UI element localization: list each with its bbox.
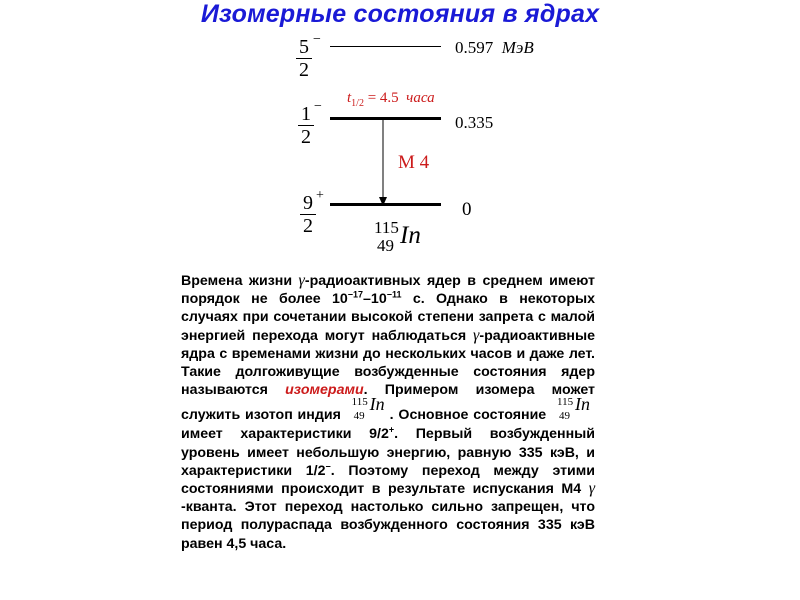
level-parity: − (314, 99, 322, 114)
level-spin-1-2: 1 2 (296, 103, 316, 148)
level-parity: − (313, 32, 321, 47)
gamma-symbol: γ (298, 272, 305, 289)
level-spin-5-2: 5 2 (294, 36, 314, 81)
inline-nuclide: 115 49 In (557, 394, 590, 423)
gamma-symbol: γ (473, 326, 480, 344)
nuclide-mass: 115 (374, 218, 399, 237)
energy-label: 0.597 МэВ (455, 38, 534, 57)
gamma-symbol: γ (588, 480, 595, 498)
level-parity: + (316, 188, 324, 203)
energy-label: 0.335 (455, 113, 494, 132)
half-life-label: $t_{1/2} = 4.5$ часа (347, 90, 435, 109)
nuclide-symbol: In (400, 222, 421, 249)
energy-level-line (330, 203, 441, 206)
inline-nuclide: 115 49 In (351, 394, 385, 423)
transition-arrow (376, 119, 390, 207)
nuclide-charge: 49 (377, 236, 394, 255)
isomers-term: изомерами (285, 382, 364, 399)
transition-label: M 4 (398, 152, 430, 173)
energy-label: 0 (462, 199, 472, 220)
energy-level-line (330, 46, 441, 47)
body-paragraph: Времена жизни γ-радиоактивных ядер в среднем имеют порядок не более $10^{-17}-10^{-11}$ с. Однако в некоторых случаях при сочетании высокой степени запрета с малой энергией перехода могут наблюдаться γ-радиоактивные ядра с временами жизни до нескольких часов и даже лет. Такие долгоживущие возбужденные состояния ядер называются изомерами. Примером изомера может служить изотоп индия 115 49 In . Основное состояние 115 49 In имеет характеристики 9/2+. Первый возбужденный уровень имеет небольшую энергию, равную 335 кэВ, и характеристики 1/2−. Поэтому переход между этими состояниями происходит в результате испускания М4 γ -кванта. Этот переход настолько сильно запрещен, что период полураспада возбужденного состояния 335 кэВ равен 4,5 часа. (181, 272, 595, 552)
level-spin-9-2: 9 2 (298, 192, 318, 237)
page-title: Изомерные состояния в ядрах (200, 0, 600, 28)
